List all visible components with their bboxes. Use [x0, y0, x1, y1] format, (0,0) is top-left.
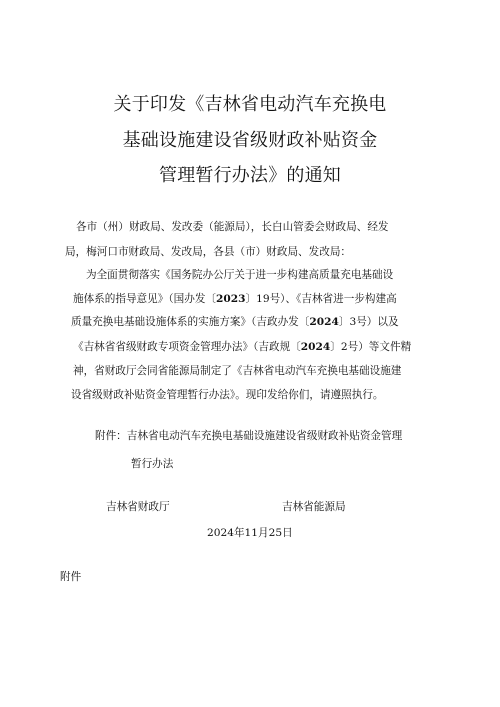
body-line-4-prefix: 《吉林省省级财政专项资金管理办法》（吉政规〔	[73, 341, 301, 353]
attachment-line-1: 附件：吉林省电动汽车充换电基础设施建设省级财政补贴资金管理	[95, 430, 403, 442]
addressee-line-1: 各市（州）财政局、发改委（能源局），长白山管委会财政局、经发	[76, 221, 389, 233]
body-line-3-year: 2024	[309, 316, 339, 328]
body-line-4	[73, 342, 411, 353]
document-title-line-1: 关于印发《吉林省电动汽车充换电	[113, 94, 387, 115]
signature-finance-department: 吉林省财政厅	[106, 501, 170, 513]
document-date: 2024年11月25日	[207, 527, 293, 539]
body-line-2-prefix: 施体系的指导意见》（国办发〔	[73, 293, 217, 305]
body-line-2	[73, 294, 397, 305]
body-line-6-text: 设省级财政补贴资金管理暂行办法》。现印发给你们，请遵照执行。	[71, 389, 384, 401]
body-line-3-suffix: 〕3号）以及	[338, 316, 399, 328]
body-line-3-prefix: 质量充换电基础设施体系的实施方案》（吉政办发〔	[71, 316, 310, 328]
body-line-4-year: 2024	[300, 341, 331, 353]
document-title-line-2: 基础设施建设省级财政补贴资金	[122, 130, 378, 151]
body-line-1-text: 为全面贯彻落实《国务院办公厅关于进一步构建高质量充电基础设	[86, 269, 394, 281]
body-line-1	[86, 270, 393, 281]
body-line-5	[73, 366, 401, 377]
body-line-4-suffix: 〕2号）等文件精	[330, 341, 412, 353]
body-line-2-year: 2023	[216, 293, 246, 305]
attachment-label: 附件	[60, 571, 82, 583]
addressee-line-2: 局，梅河口市财政局、发改局，各县（市）财政局、发改局：	[65, 246, 352, 258]
body-line-6	[71, 390, 384, 401]
signature-energy-bureau: 吉林省能源局	[282, 501, 346, 513]
body-line-3	[71, 317, 399, 328]
body-line-5-text: 神，省财政厅会同省能源局制定了《吉林省电动汽车充换电基础设施建	[73, 365, 402, 377]
attachment-line-2: 暂行办法	[131, 458, 174, 470]
body-line-2-suffix: 〕19号）、《吉林省进一步构建高	[245, 293, 397, 305]
document-title-line-3: 管理暂行办法》的通知	[159, 165, 341, 186]
